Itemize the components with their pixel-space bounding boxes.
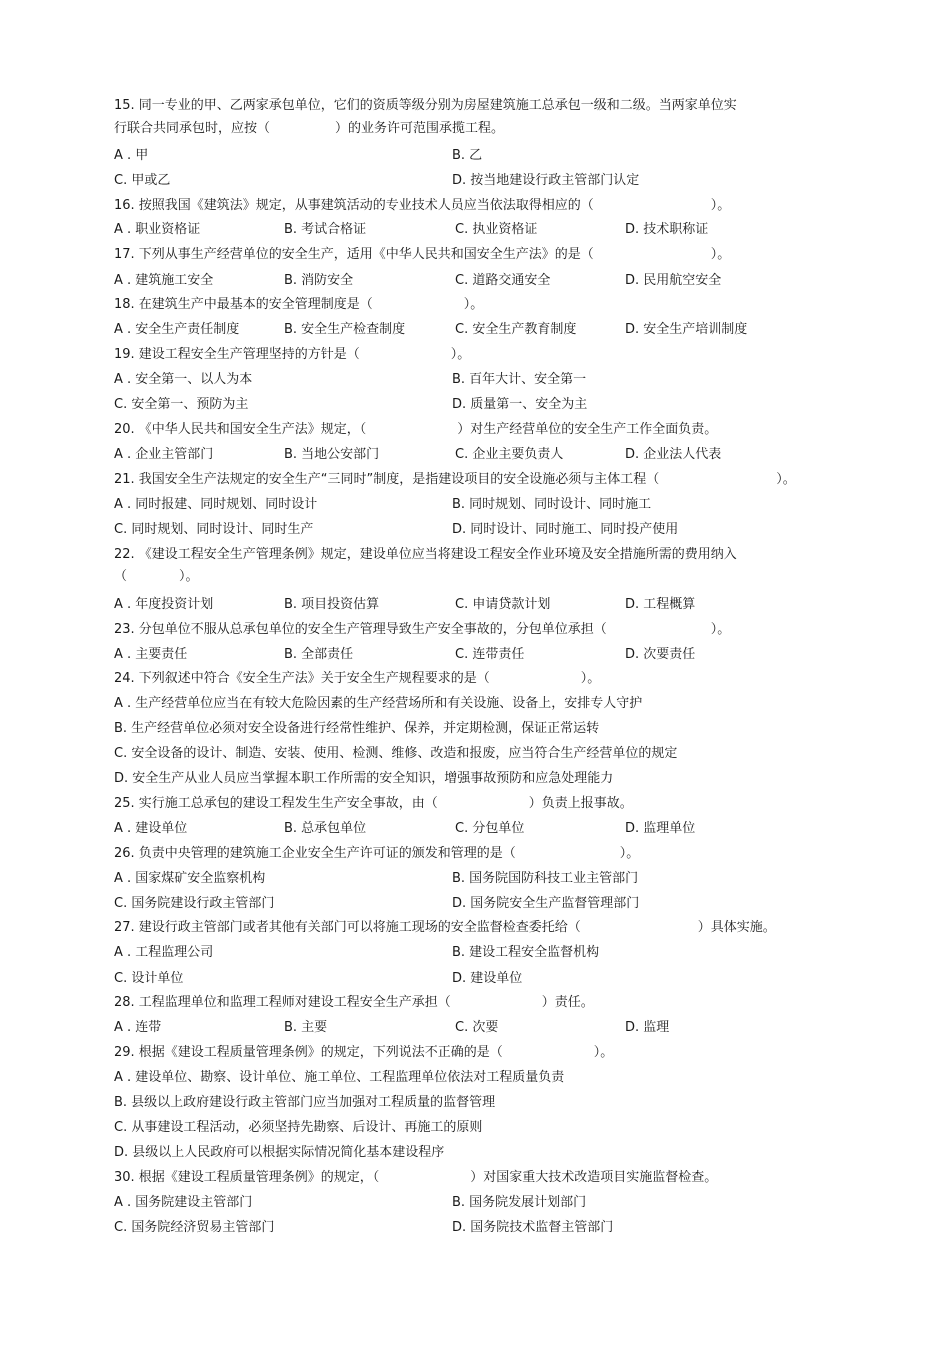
question-20-stem: 20. 《中华人民共和国安全生产法》规定，（ ）对生产经营单位的安全生产工作全面负责。 [114,422,718,437]
question-24-option-c: C. 安全设备的设计、制造、安装、使用、检测、维修、改造和报废，应当符合生产经营单位的规定 [114,746,678,761]
question-26-option-b: B. 国务院国防科技工业主管部门 [452,871,639,886]
question-20-option-c: C. 企业主要负责人 [455,447,564,462]
question-25-stem: 25. 实行施工总承包的建设工程发生生产安全事故，由（ ）负责上报事故。 [114,796,633,811]
question-17-option-a: A . 建筑施工安全 [114,273,214,288]
question-16-option-d: D. 技术职称证 [625,222,709,237]
question-29-option-c: C. 从事建设工程活动，必须坚持先勘察、后设计、再施工的原则 [114,1120,483,1135]
question-17-option-b: B. 消防安全 [284,273,354,288]
question-28-option-c: C. 次要 [455,1020,499,1035]
question-23-option-b: B. 全部责任 [284,647,354,662]
question-22-option-a: A . 年度投资计划 [114,597,214,612]
question-25-option-b: B. 总承包单位 [284,821,367,836]
question-21-option-b: B. 同时规划、同时设计、同时施工 [452,497,652,512]
question-16-option-c: C. 执业资格证 [455,222,538,237]
question-18-option-b: B. 安全生产检查制度 [284,322,406,337]
question-20-option-b: B. 当地公安部门 [284,447,380,462]
question-23-option-c: C. 连带责任 [455,647,525,662]
question-16-stem: 16. 按照我国《建筑法》规定，从事建筑活动的专业技术人员应当依法取得相应的（ ）。 [114,198,731,213]
question-28-option-a: A . 连带 [114,1020,162,1035]
question-20-option-d: D. 企业法人代表 [625,447,722,462]
question-24-option-b: B. 生产经营单位必须对安全设备进行经常性维护、保养，并定期检测，保证正常运转 [114,721,600,736]
question-21-stem: 21. 我国安全生产法规定的安全生产“三同时”制度，是指建设项目的安全设施必须与主体工程（ ）。 [114,472,796,487]
question-24-option-a: A . 生产经营单位应当在有较大危险因素的生产经营场所和有关设施、设备上，安排专人守护 [114,696,643,711]
question-27-stem: 27. 建设行政主管部门或者其他有关部门可以将施工现场的安全监督检查委托给（ ）具体实施。 [114,920,776,935]
question-28-option-d: D. 监理 [625,1020,670,1035]
question-24-stem: 24. 下列叙述中符合《安全生产法》关于安全生产规程要求的是（ ）。 [114,671,601,686]
question-17-option-d: D. 民用航空安全 [625,273,722,288]
question-27-option-c: C. 设计单位 [114,971,184,986]
question-25-option-d: D. 监理单位 [625,821,696,836]
question-30-option-b: B. 国务院发展计划部门 [452,1195,587,1210]
question-30-stem: 30. 根据《建设工程质量管理条例》的规定，（ ）对国家重大技术改造项目实施监督检查。 [114,1170,718,1185]
question-15-stem-line-2: 行联合共同承包时，应按（ ）的业务许可范围承揽工程。 [114,121,505,136]
question-19-option-b: B. 百年大计、安全第一 [452,372,587,387]
question-17-option-c: C. 道路交通安全 [455,273,551,288]
question-28-stem: 28. 工程监理单位和监理工程师对建设工程安全生产承担（ ）责任。 [114,995,594,1010]
question-21-option-d: D. 同时设计、同时施工、同时投产使用 [452,522,679,537]
question-16-option-a: A . 职业资格证 [114,222,201,237]
question-27-option-b: B. 建设工程安全监督机构 [452,945,600,960]
question-15-option-a: A . 甲 [114,148,149,163]
question-15-stem-line-1: 15. 同一专业的甲、乙两家承包单位，它们的资质等级分别为房屋建筑施工总承包一级和二级。当两家单位实 [114,98,737,113]
question-30-option-c: C. 国务院经济贸易主管部门 [114,1220,275,1235]
question-26-option-c: C. 国务院建设行政主管部门 [114,896,275,911]
question-27-option-d: D. 建设单位 [452,971,523,986]
question-18-stem: 18. 在建筑生产中最基本的安全管理制度是（ ）。 [114,297,484,312]
question-29-option-a: A . 建设单位、勘察、设计单位、施工单位、工程监理单位依法对工程质量负责 [114,1070,565,1085]
question-25-option-c: C. 分包单位 [455,821,525,836]
question-29-option-d: D. 县级以上人民政府可以根据实际情况简化基本建设程序 [114,1145,445,1160]
question-26-stem: 26. 负责中央管理的建筑施工企业安全生产许可证的颁发和管理的是（ ）。 [114,846,640,861]
question-18-option-a: A . 安全生产责任制度 [114,322,240,337]
question-19-stem: 19. 建设工程安全生产管理坚持的方针是（ ）。 [114,347,471,362]
question-28-option-b: B. 主要 [284,1020,328,1035]
question-21-option-c: C. 同时规划、同时设计、同时生产 [114,522,314,537]
question-22-option-b: B. 项目投资估算 [284,597,380,612]
question-19-option-a: A . 安全第一、以人为本 [114,372,253,387]
question-18-option-c: C. 安全生产教育制度 [455,322,577,337]
question-22-option-d: D. 工程概算 [625,597,696,612]
question-24-option-d: D. 安全生产从业人员应当掌握本职工作所需的安全知识，增强事故预防和应急处理能力 [114,771,614,786]
question-25-option-a: A . 建设单位 [114,821,188,836]
question-23-option-d: D. 次要责任 [625,647,696,662]
question-29-option-b: B. 县级以上政府建设行政主管部门应当加强对工程质量的监督管理 [114,1095,496,1110]
question-30-option-d: D. 国务院技术监督主管部门 [452,1220,614,1235]
question-18-option-d: D. 安全生产培训制度 [625,322,748,337]
question-20-option-a: A . 企业主管部门 [114,447,214,462]
question-15-option-b: B. 乙 [452,148,483,163]
question-23-stem: 23. 分包单位不服从总承包单位的安全生产管理导致生产安全事故的，分包单位承担（ ）。 [114,622,731,637]
question-26-option-d: D. 国务院安全生产监督管理部门 [452,896,640,911]
question-23-option-a: A . 主要责任 [114,647,188,662]
question-22-stem-line-2: （ ）。 [114,569,199,584]
question-17-stem: 17. 下列从事生产经营单位的安全生产，适用《中华人民共和国安全生产法》的是（ ）。 [114,247,731,262]
question-19-option-c: C. 安全第一、预防为主 [114,397,249,412]
question-19-option-d: D. 质量第一、安全为主 [452,397,588,412]
question-15-option-c: C. 甲或乙 [114,173,171,188]
question-21-option-a: A . 同时报建、同时规划、同时设计 [114,497,318,512]
question-29-stem: 29. 根据《建设工程质量管理条例》的规定，下列说法不正确的是（ ）。 [114,1045,614,1060]
question-15-option-d: D. 按当地建设行政主管部门认定 [452,173,640,188]
question-27-option-a: A . 工程监理公司 [114,945,214,960]
question-22-stem-line-1: 22. 《建设工程安全生产管理条例》规定，建设单位应当将建设工程安全作业环境及安全措施所需的费用纳入 [114,547,737,562]
question-26-option-a: A . 国家煤矿安全监察机构 [114,871,266,886]
question-16-option-b: B. 考试合格证 [284,222,367,237]
question-22-option-c: C. 申请贷款计划 [455,597,551,612]
question-30-option-a: A . 国务院建设主管部门 [114,1195,253,1210]
